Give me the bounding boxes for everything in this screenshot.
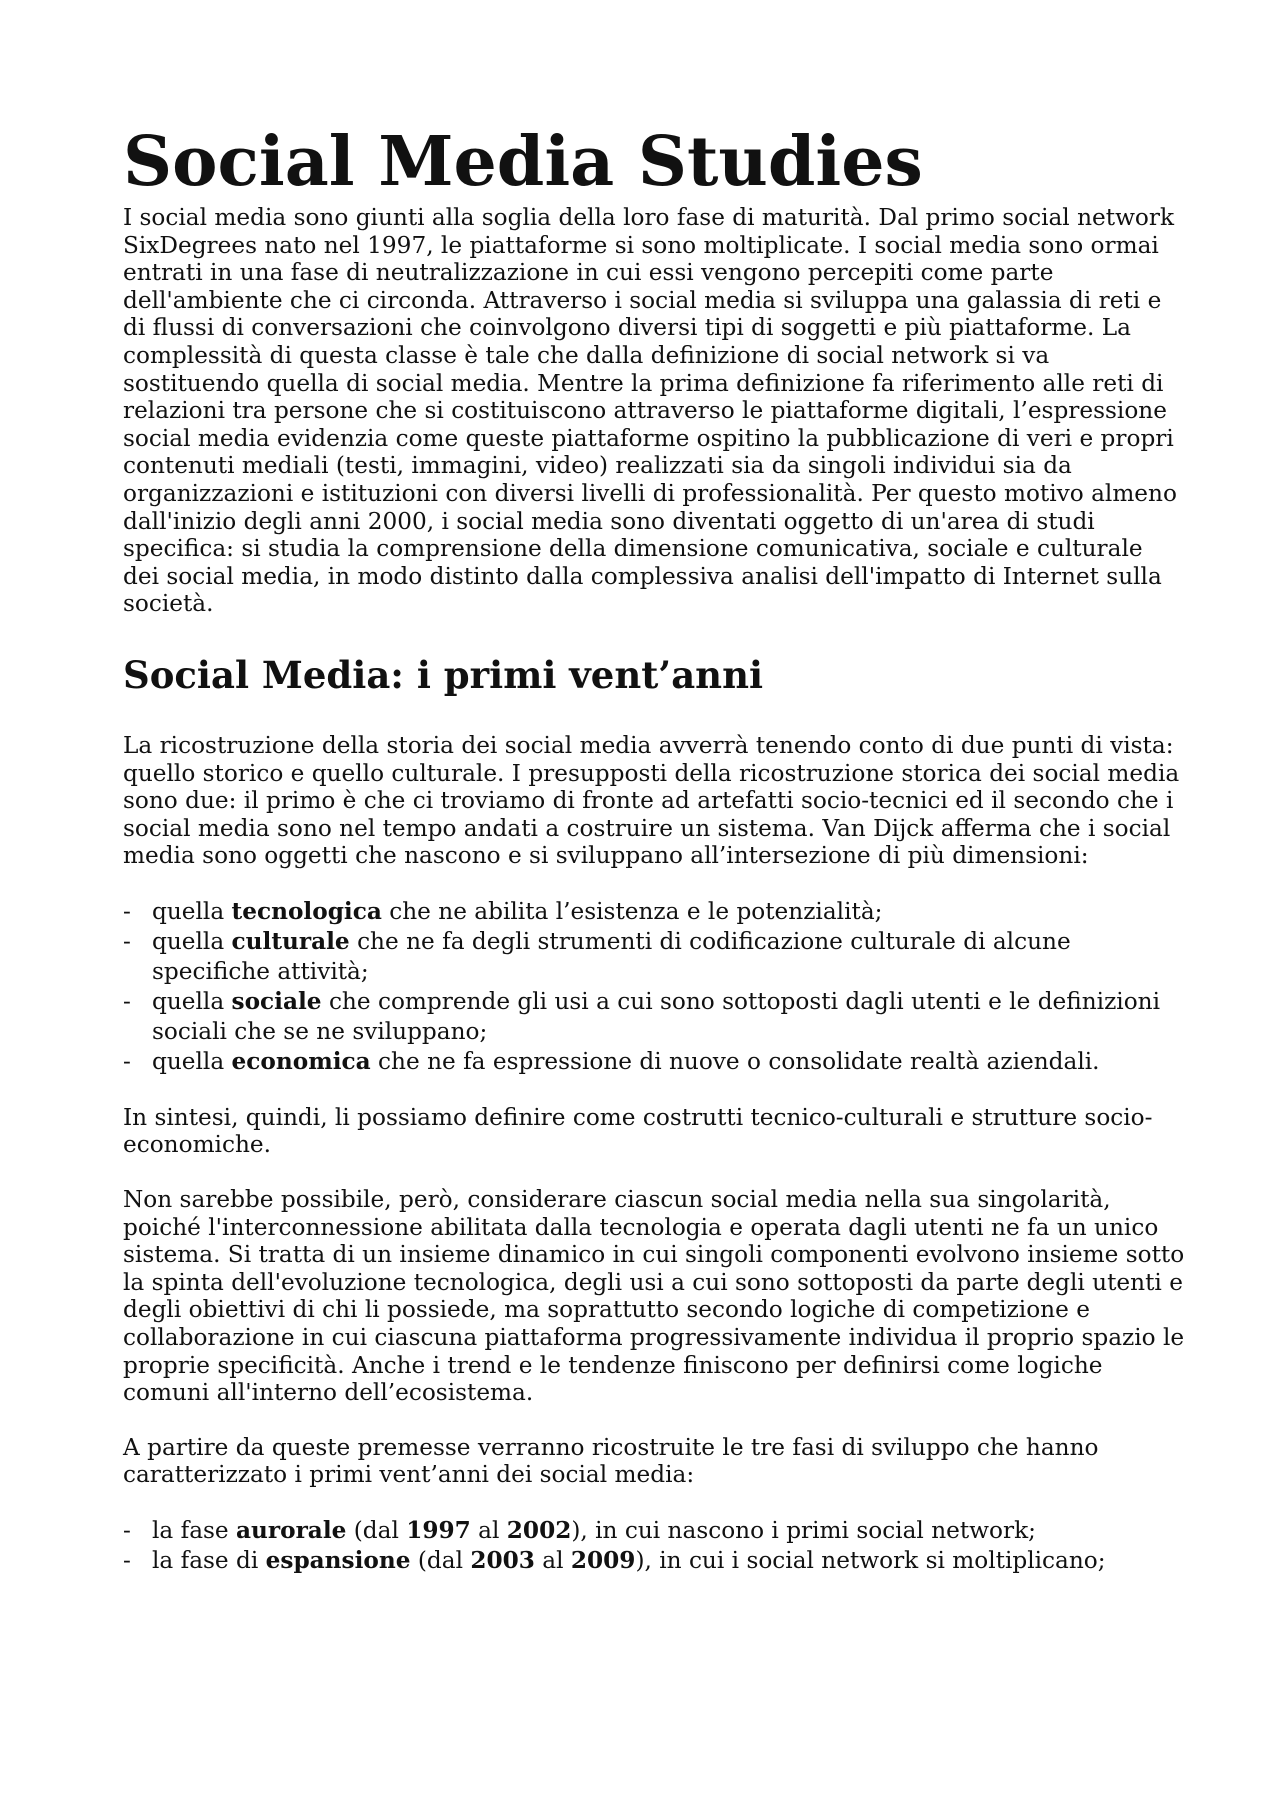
- dash-bullet: -: [123, 897, 131, 925]
- paragraph-history: La ricostruzione della storia dei social media avverrà tenendo conto di due punti di vista: quello storico e quello culturale. I presupposti della ricostruzione storica dei social media sono due: il primo è che ci troviamo di fronte ad artefatti socio-tecnici ed il secondo che i social media sono nel tempo andati a costruire un sistema. Van Dijck afferma che i social media sono oggetti che nascono e si sviluppano all’intersezione di più dimensioni:: [123, 731, 1180, 870]
- item-text: (dal: [346, 1517, 407, 1544]
- item-text: la fase: [152, 1517, 237, 1544]
- dash-bullet: -: [123, 987, 131, 1015]
- item-text: quella: [152, 1047, 232, 1075]
- list-item: [123, 1516, 1185, 1546]
- list-item: [123, 927, 1185, 987]
- paragraph-phases-intro: A partire da queste premesse verranno ricostruite le tre fasi di sviluppo che hanno caratterizzato i primi vent’anni dei social media:: [123, 1433, 1099, 1489]
- section-heading: Social Media: i primi vent’anni: [123, 652, 764, 697]
- item-text: che ne abilita l’esistenza e le potenzialità;: [381, 897, 883, 925]
- item-text: quella: [152, 897, 232, 925]
- item-text: ), in cui nascono i primi social network;: [571, 1517, 1036, 1544]
- list-item: [123, 897, 1185, 927]
- dash-bullet: -: [123, 1547, 131, 1574]
- dash-bullet: -: [123, 927, 131, 955]
- paragraph-summary: In sintesi, quindi, li possiamo definire come costrutti tecnico-culturali e strutture socio-economiche.: [123, 1103, 1153, 1159]
- page-title: Social Media Studies: [123, 122, 923, 202]
- item-text: che ne fa degli strumenti di codificazione culturale di alcune specifiche attività;: [152, 927, 1071, 985]
- item-text: ), in cui i social network si moltiplicano;: [635, 1547, 1106, 1574]
- list-item: [123, 1047, 1185, 1077]
- item-keyword: tecnologica: [231, 897, 382, 925]
- item-text: quella: [152, 987, 232, 1015]
- list-item: [123, 987, 1185, 1047]
- paragraph-ecosystem: Non sarebbe possibile, però, considerare ciascun social media nella sua singolarità, poiché l'interconnessione abilitata dalla tecnologia e operata dagli utenti ne fa un unico sistema. Si tratta di un insieme dinamico in cui singoli componenti evolvono insieme sotto la spinta dell'evoluzione tecnologica, degli usi a cui sono sottoposti da parte degli utenti e degli obiettivi di chi li possiede, ma soprattutto secondo logiche di competizione e collaborazione in cui ciascuna piattaforma progressivamente individua il proprio spazio le proprie specificità. Anche i trend e le tendenze finiscono per definirsi come logiche comuni all'interno dell’ecosistema.: [123, 1186, 1185, 1407]
- phase-year-to: 2002: [506, 1517, 572, 1544]
- item-text: (dal: [410, 1547, 471, 1574]
- dash-bullet: -: [123, 1047, 131, 1075]
- dimensions-list: [123, 897, 1185, 1077]
- phases-list: [123, 1516, 1185, 1576]
- phase-name: espansione: [265, 1547, 411, 1574]
- item-text: che ne fa espressione di nuove o consolidate realtà aziendali.: [370, 1047, 1100, 1075]
- item-keyword: culturale: [231, 927, 350, 955]
- item-keyword: economica: [231, 1047, 371, 1075]
- item-keyword: sociale: [231, 987, 322, 1015]
- item-text: che comprende gli usi a cui sono sottoposti dagli utenti e le definizioni sociali che se ne sviluppano;: [152, 987, 1161, 1045]
- phase-year-to: 2009: [570, 1547, 636, 1574]
- item-text: al: [470, 1517, 507, 1544]
- phase-year-from: 1997: [406, 1517, 471, 1544]
- item-text: la fase di: [152, 1547, 266, 1574]
- dash-bullet: -: [123, 1517, 131, 1544]
- phase-name: aurorale: [236, 1517, 347, 1544]
- item-text: quella: [152, 927, 232, 955]
- list-item: [123, 1546, 1185, 1576]
- intro-paragraph: I social media sono giunti alla soglia della loro fase di maturità. Dal primo social network SixDegrees nato nel 1997, le piattaforme si sono moltiplicate. I social media sono ormai entrati in una fase di neutralizzazione in cui essi vengono percepiti come parte dell'ambiente che ci circonda. Attraverso i social media si sviluppa una galassia di reti e di flussi di conversazioni che coinvolgono diversi tipi di soggetti e più piattaforme. La complessità di questa classe è tale che dalla definizione di social network si va sostituendo quella di social media. Mentre la prima definizione fa riferimento alle reti di relazioni tra persone che si costituiscono attraverso le piattaforme digitali, l’espressione social media evidenzia come queste piattaforme ospitino la pubblicazione di veri e propri contenuti mediali (testi, immagini, video) realizzati sia da singoli individui sia da organizzazioni e istituzioni con diversi livelli di professionalità. Per questo motivo almeno dall'inizio degli anni 2000, i social media sono diventati oggetto di un'area di studi specifica: si studia la comprensione della dimensione comunicativa, sociale e culturale dei social media, in modo distinto dalla complessiva analisi dell'impatto di Internet sulla società.: [123, 204, 1177, 618]
- phase-year-from: 2003: [470, 1547, 535, 1574]
- document-page: [123, 120, 1185, 1576]
- item-text: al: [534, 1547, 571, 1574]
